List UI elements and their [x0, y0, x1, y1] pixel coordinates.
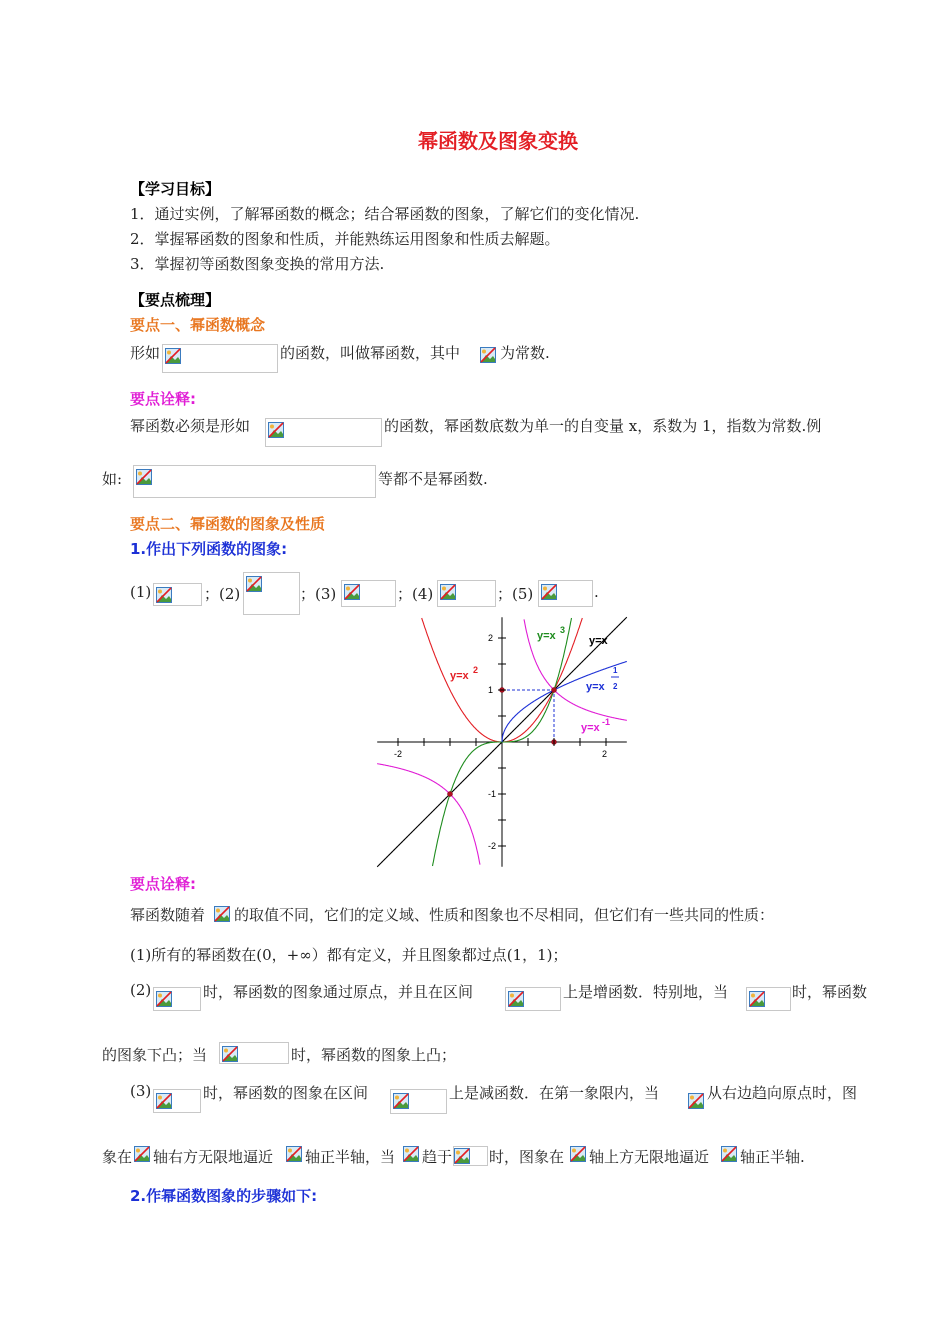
page-title: 幂函数及图象变换 [418, 129, 578, 153]
broken-image-icon [508, 991, 524, 1007]
broken-image-icon [156, 587, 172, 603]
note-text: 如: [102, 470, 123, 488]
broken-image-icon [165, 348, 181, 364]
broken-image-icon [749, 991, 765, 1007]
property-3: 轴上方无限地逼近 [589, 1148, 710, 1166]
formula-image [390, 1089, 447, 1114]
func-item-label: ；(3) [300, 585, 337, 603]
goals-heading: 【学习目标】 [130, 180, 221, 198]
formula-image [133, 465, 376, 498]
series-line [502, 661, 627, 742]
formula-image [480, 347, 500, 367]
broken-image-icon [570, 1146, 586, 1162]
formula-image [570, 1146, 589, 1166]
formula-image [134, 1146, 153, 1166]
goal-item: 2．掌握幂函数的图象和性质，并能熟练运用图象和性质去解题。 [130, 230, 560, 248]
y-tick-label: 2 [488, 633, 494, 643]
points-heading: 【要点梳理】 [130, 291, 221, 309]
broken-image-icon [134, 1146, 150, 1162]
point2-sub2: 2.作幂函数图象的步骤如下: [130, 1187, 318, 1205]
graph-label-yx2-exp: 2 [473, 665, 479, 675]
broken-image-icon [688, 1093, 704, 1109]
property-3: 轴右方无限地逼近 [153, 1148, 274, 1166]
broken-image-icon [268, 422, 284, 438]
formula-image [505, 987, 561, 1011]
broken-image-icon [222, 1046, 238, 1062]
property-2: (2) [130, 981, 152, 999]
formula-image [721, 1146, 740, 1166]
graph-label-yx3-exp: 3 [560, 625, 566, 635]
note-text: 的函数，幂函数底数为单一的自变量 x，系数为 1，指数为常数.例 [384, 417, 822, 435]
point2-heading: 要点二、幂函数的图象及性质 [130, 515, 326, 533]
formula-image [286, 1146, 305, 1166]
graph-label-yx3: y=x [537, 630, 556, 642]
y-tick-label: -1 [488, 789, 497, 799]
property-3: 轴正半轴，当 [305, 1148, 396, 1166]
property-3: 象在 [102, 1148, 133, 1166]
property-2: 时，幂函数的图象通过原点，并且在区间 [203, 983, 474, 1001]
broken-image-icon [156, 991, 172, 1007]
broken-image-icon [214, 906, 230, 922]
func-item-label: ；(5) [497, 585, 534, 603]
property-3: 时，图象在 [489, 1148, 565, 1166]
graph-label-yxinv-exp: -1 [602, 717, 611, 727]
broken-image-icon [156, 1093, 172, 1109]
point1-text: 形如 [130, 344, 161, 362]
broken-image-icon [393, 1093, 409, 1109]
note-text: 的取值不同，它们的定义域、性质和图象也不尽相同，但它们有一些共同的性质： [234, 906, 775, 924]
property-2: 的图象下凸；当 [102, 1046, 208, 1064]
point2-sub1: 1.作出下列函数的图象: [130, 540, 288, 558]
broken-image-icon [403, 1146, 419, 1162]
func-item-label: (1) [130, 583, 152, 601]
formula-image [162, 344, 278, 373]
data-point [448, 792, 453, 797]
property-3: 时，幂函数的图象在区间 [203, 1084, 369, 1102]
broken-image-icon [344, 584, 360, 600]
formula-image [688, 1093, 707, 1113]
property-2: 时，幂函数的图象上凸； [291, 1046, 457, 1064]
broken-image-icon [286, 1146, 302, 1162]
formula-image [265, 418, 382, 447]
point1-text: 为常数. [500, 344, 550, 362]
property-3: 趋于 [422, 1148, 453, 1166]
note-heading: 要点诠释: [130, 875, 196, 893]
func-item-label: . [594, 583, 599, 601]
formula-image [153, 987, 201, 1011]
property-3: (3) [130, 1082, 152, 1100]
graph-label-yxhalf-den: 2 [613, 682, 618, 691]
broken-image-icon [136, 469, 152, 485]
point1-text: 的函数，叫做幂函数，其中 [280, 344, 461, 362]
formula-image [153, 1089, 201, 1113]
broken-image-icon [721, 1146, 737, 1162]
formula-image [243, 572, 300, 615]
y-tick-label: 1 [488, 685, 494, 695]
property-3: 轴正半轴. [740, 1148, 805, 1166]
broken-image-icon [246, 576, 262, 592]
data-point [552, 688, 557, 693]
broken-image-icon [541, 584, 557, 600]
graph-label-yxhalf: y=x [586, 681, 605, 693]
func-item-label: ；(4) [397, 585, 434, 603]
graph-label-yxinv: y=x [581, 722, 600, 734]
note-text: 幂函数随着 [130, 906, 206, 924]
power-function-graph [374, 616, 630, 868]
broken-image-icon [480, 347, 496, 363]
property-2: 时，幂函数 [792, 983, 868, 1001]
formula-image [341, 580, 396, 607]
property-3: 上是减函数．在第一象限内，当 [449, 1084, 660, 1102]
formula-image [453, 1146, 488, 1166]
property-2: 上是增函数．特别地，当 [563, 983, 729, 1001]
note-text: 等都不是幂函数. [378, 470, 488, 488]
broken-image-icon [454, 1148, 470, 1164]
y-tick-label: -2 [488, 841, 497, 851]
goal-item: 1．通过实例，了解幂函数的概念；结合幂函数的图象，了解它们的变化情况. [130, 205, 640, 223]
property-3: 从右边趋向原点时，图 [707, 1084, 858, 1102]
property-1: (1)所有的幂函数在(0，+∞）都有定义，并且图象都过点(1，1)； [130, 946, 568, 964]
formula-image [153, 583, 202, 606]
formula-image [219, 1042, 289, 1064]
formula-image [403, 1146, 422, 1166]
goal-item: 3．掌握初等函数图象变换的常用方法. [130, 255, 385, 273]
note-heading: 要点诠释: [130, 390, 196, 408]
note-text: 幂函数必须是形如 [130, 417, 251, 435]
x-tick-label: -2 [394, 749, 403, 759]
formula-image [538, 580, 593, 607]
formula-image [214, 906, 234, 926]
graph-label-yxhalf-num: 1 [613, 666, 618, 675]
broken-image-icon [440, 584, 456, 600]
point1-heading: 要点一、幂函数概念 [130, 316, 266, 334]
formula-image [437, 580, 496, 607]
formula-image [746, 987, 791, 1011]
graph-label-yx2: y=x [450, 670, 469, 682]
x-tick-label: 2 [602, 749, 608, 759]
graph-label-yx: y=x [589, 635, 608, 647]
func-item-label: ；(2) [204, 585, 241, 603]
